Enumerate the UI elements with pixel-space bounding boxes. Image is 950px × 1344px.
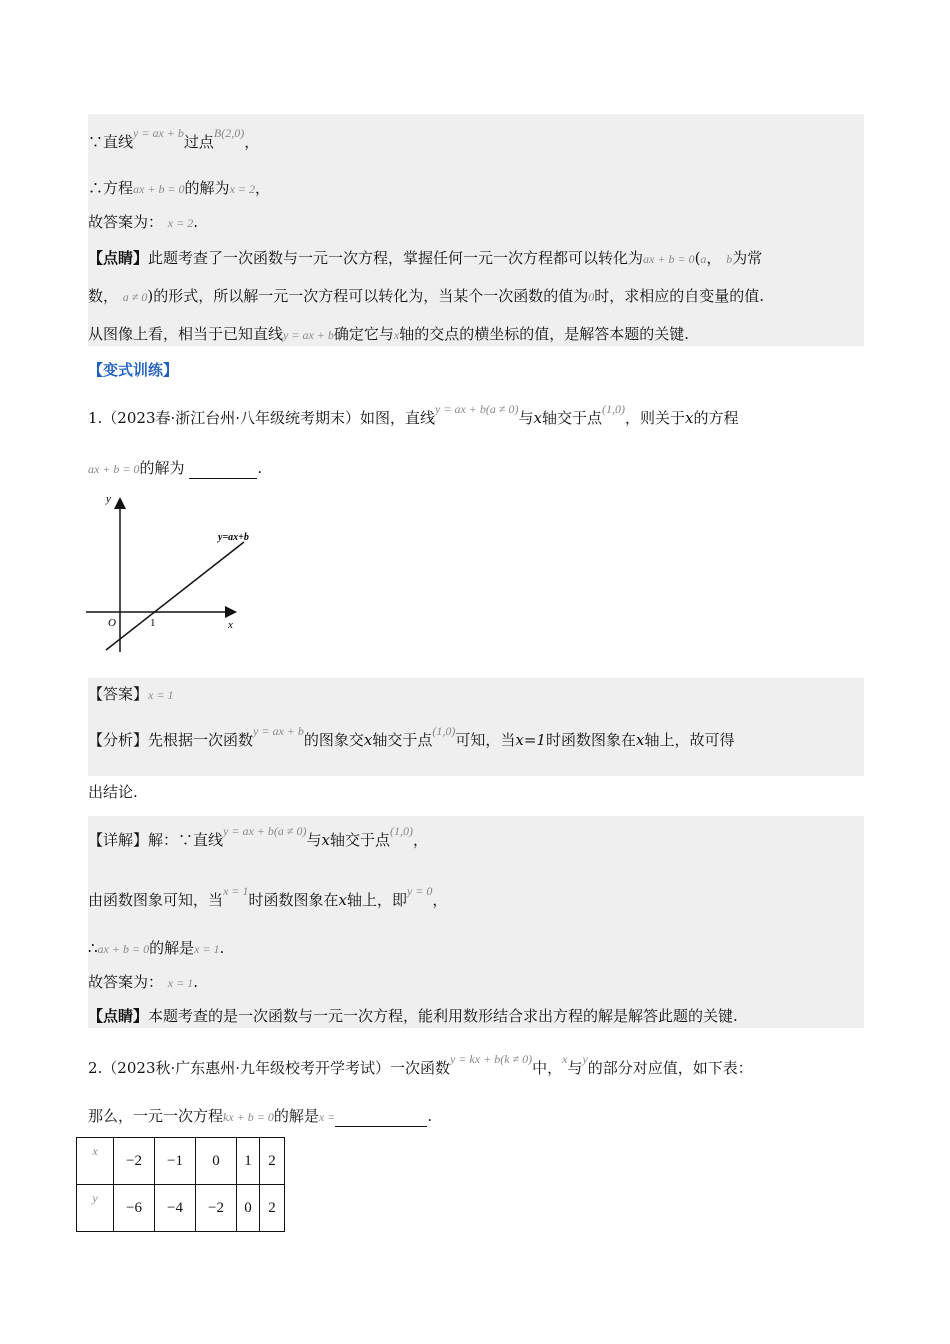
table-cell: 2 — [260, 1185, 285, 1232]
question-2 — [88, 1044, 864, 1128]
q1-detail-block — [88, 816, 864, 1028]
math-expr: (1,0) — [601, 402, 625, 416]
table-cell: 2 — [260, 1138, 285, 1185]
math-expr: y = ax + b — [133, 126, 184, 140]
math-expr: (1,0) — [389, 824, 413, 838]
table-row — [77, 1138, 285, 1185]
math-expr: 0 — [588, 290, 595, 304]
dianjing-tag: 【点睛】 — [88, 1007, 149, 1025]
math-expr: x = 2 — [229, 182, 255, 196]
math-expr: x = 1 — [167, 976, 194, 990]
math-expr: x = 2 — [167, 216, 194, 230]
table-cell: −4 — [155, 1185, 196, 1232]
prev-dianjing-line-3: 从图像上看，相当于已知直线y = ax + b确定它与x轴的交点的横坐标的值，是解答本题的关键. — [88, 325, 689, 343]
detail-tag: 【详解】 — [88, 831, 149, 849]
prev-dianjing-line-2: 数， a ≠ 0)的形式，所以解一元一次方程可以转化为，当某个一次函数的值为0时，求相应的自变量的值. — [88, 287, 765, 305]
previous-solution-block — [88, 114, 864, 346]
line-label: y=ax+b — [218, 532, 249, 543]
math-expr: x — [562, 1052, 568, 1066]
math-expr: x — [393, 328, 400, 342]
math-expr: x = 1 — [148, 688, 174, 702]
section-title: 【变式训练】 — [88, 361, 179, 379]
q2-values-table — [76, 1137, 285, 1232]
graph-line — [106, 542, 244, 650]
math-expr: y = ax + b(a ≠ 0) — [223, 824, 307, 838]
table-cell: 0 — [237, 1185, 260, 1232]
q2-line-2: 那么，一元一次方程kx + b = 0的解是x = . — [88, 1107, 433, 1125]
math-expr: x = 1 — [194, 942, 220, 956]
math-expr: ax + b = 0 — [97, 942, 150, 956]
tick-label-1: 1 — [150, 617, 156, 629]
math-expr: a ≠ 0 — [122, 290, 148, 304]
q1-detail-line-3: ∴ax + b = 0的解是x = 1. — [88, 939, 225, 957]
q1-detail-line-2: 由函数图象可知，当$^{x = 1}$时函数图象在x轴上，即$^{y = 0}$， — [88, 884, 448, 909]
math-expr: y = ax + b — [253, 724, 304, 738]
prev-line-3: 故答案为： x = 2. — [88, 213, 199, 231]
prev-line-2: ∴方程ax + b = 0的解为x = 2， — [88, 179, 271, 197]
math-expr: ax + b = 0 — [88, 462, 140, 476]
table-cell: −1 — [155, 1138, 196, 1185]
math-expr: y = ax + b — [283, 328, 334, 342]
math-expr: y = ax + b(a ≠ 0) — [435, 402, 519, 416]
q1-line-1: 1.（2023春·浙江台州·八年级统考期末）如图，直线$^{y = ax + b(a \ne 0)}$与x轴交于点$^{(1,0)}$，则关于x的方程 — [88, 402, 739, 427]
math-expr: y — [582, 1052, 588, 1066]
math-expr: x = 1 — [223, 884, 249, 898]
q1-analysis-line-1: 【分析】先根据一次函数$^{y = ax + b}$的图象交x轴交于点$^{(1,0)}$可知，当x=1时函数图象在x轴上，故可得 — [88, 724, 735, 749]
q1-analysis-cont: 出结论. — [88, 783, 138, 801]
q1-answer-analysis-block — [88, 678, 864, 776]
q1-detail-line-4: 故答案为： x = 1. — [88, 973, 199, 991]
math-expr: y = 0 — [406, 884, 433, 898]
math-expr: a — [700, 252, 707, 266]
row-header-x: x — [77, 1138, 114, 1185]
math-expr: x = — [318, 1110, 336, 1124]
q2-line-1: 2.（2023秋·广东惠州·九年级校考开学考试）一次函数$^{y = kx + b(k \ne 0)}$中，$^x$与$^y$的部分对应值，如下表： — [88, 1052, 753, 1077]
section-title-block — [88, 360, 864, 382]
math-expr: ax + b = 0 — [643, 252, 695, 266]
x-axis-label: x — [228, 619, 233, 631]
table-cell: −2 — [114, 1138, 155, 1185]
math-expr: b — [726, 252, 733, 266]
table-cell: −2 — [196, 1185, 237, 1232]
q1-answer — [88, 684, 173, 705]
prev-line-1: ∵直线$^{y = ax + b}$过点$^{B(2,0)}$， — [88, 126, 260, 151]
math-expr: (1,0) — [432, 724, 456, 738]
math-expr: B(2,0) — [213, 126, 245, 140]
q1-detail-line-1: 【详解】解：∵直线$^{y = ax + b(a \ne 0)}$与x轴交于点$^{(1,0)}$， — [88, 824, 428, 849]
table-cell: −6 — [114, 1185, 155, 1232]
dianjing-tag: 【点睛】 — [88, 249, 149, 267]
row-header-y: y — [77, 1185, 114, 1232]
table-cell: 1 — [237, 1138, 260, 1185]
table-cell: 0 — [196, 1138, 237, 1185]
q1-line-2: ax + b = 0的解为 . — [88, 459, 263, 477]
analysis-tag: 【分析】 — [88, 731, 149, 749]
answer-blank[interactable] — [335, 1110, 427, 1127]
answer-tag: 【答案】 — [88, 685, 149, 703]
math-expr: y = kx + b(k ≠ 0) — [450, 1052, 533, 1066]
math-expr: ax + b = 0 — [133, 182, 185, 196]
q1-dianjing: 【点睛】本题考查的是一次函数与一元一次方程，能利用数形结合求出方程的解是解答此题的关键. — [88, 1007, 738, 1025]
q1-graph — [84, 490, 260, 654]
math-expr: kx + b = 0 — [223, 1110, 274, 1124]
prev-dianjing-line-1: 【点睛】此题考查了一次函数与一元一次方程，掌握任何一元一次方程都可以转化为ax + b = 0(a， b为常 — [88, 249, 763, 267]
y-axis-label: y — [106, 493, 111, 505]
answer-blank[interactable] — [189, 462, 257, 479]
origin-label: O — [108, 617, 116, 629]
question-1 — [88, 396, 864, 486]
table-row — [77, 1185, 285, 1232]
